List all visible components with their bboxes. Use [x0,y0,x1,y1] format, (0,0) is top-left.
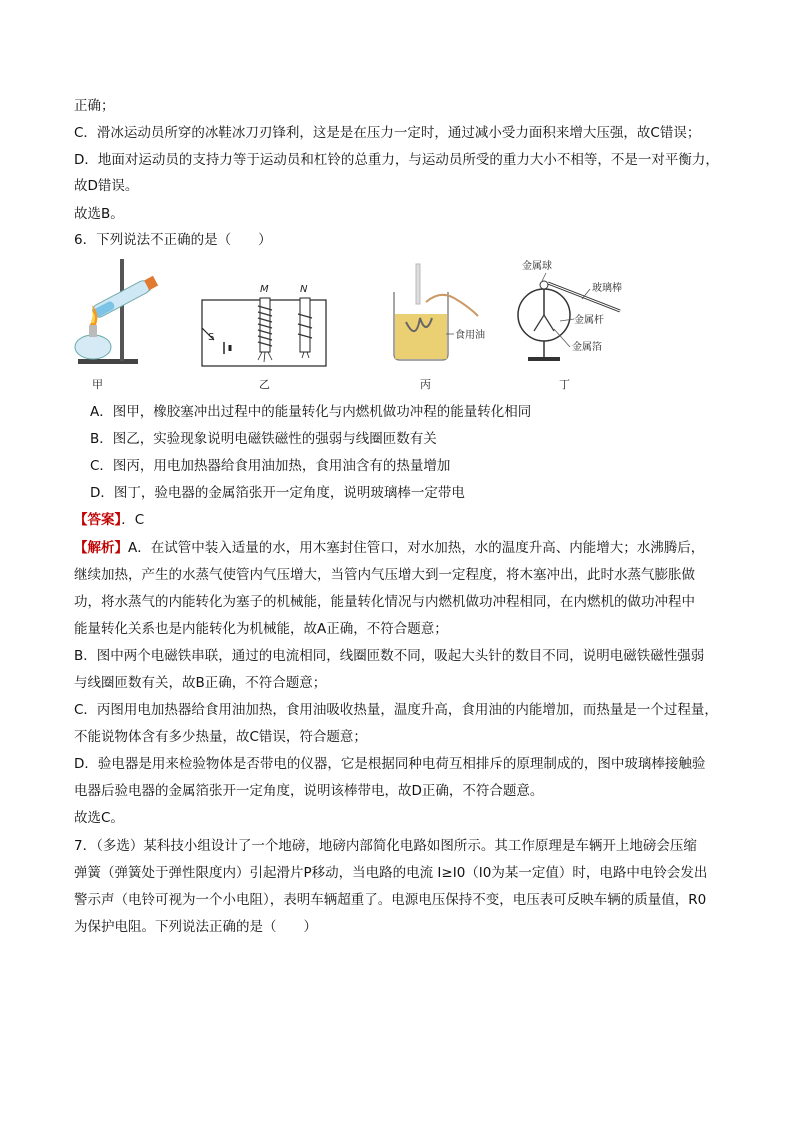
label-bar: 金属杆 [574,315,604,326]
analysis-line: 【解析】A．在试管中装入适量的水，用木塞封住管口，对水加热，水的温度升高、内能增大；水沸腾后， [74,540,705,556]
caption-yi: 乙 [259,378,270,391]
label-m: M [260,284,269,295]
text-line: 故D错误。 [74,178,139,194]
analysis-line: B．图中两个电磁铁串联，通过的电流相同，线圈匝数不同，吸起大头针的数目不同，说明电磁铁磁性强弱 [74,648,705,664]
label-foil: 金属箔 [572,342,602,353]
analysis-line: 电器后验电器的金属箔张开一定角度，说明该棒带电，故D正确，不符合题意。 [74,783,544,799]
analysis-line: 与线圈匝数有关，故B正确，不符合题意； [74,675,327,691]
analysis-line: 能量转化关系也是内能转化为机械能，故A正确，不符合题意； [74,621,448,637]
option-d: D．图丁，验电器的金属箔张开一定角度，说明玻璃棒一定带电 [90,485,465,501]
q7-line: 为保护电阻。下列说法正确的是（ ） [74,919,317,935]
text-line: 正确； [74,98,115,114]
text-line: 故选B。 [74,206,124,222]
label-n: N [300,284,308,295]
option-b: B．图乙，实验现象说明电磁铁磁性的强弱与线圈匝数有关 [90,431,437,447]
label-rod: 玻璃棒 [592,283,622,294]
figure-yi [200,280,330,372]
q7-line: 警示声（电铃可视为一个小电阻），表明车辆超重了。电源电压保持不变，电压表可反映车辆的质量值，R0 [74,892,707,908]
option-a: A．图甲，橡胶塞冲出过程中的能量转化与内燃机做功冲程的能量转化相同 [90,404,532,420]
analysis-line: 继续加热，产生的水蒸气使管内气压增大，当管内气压增大到一定程度，将木塞冲出，此时水蒸气膨胀做 [74,567,695,583]
question-6-stem: 6．下列说法不正确的是（ ） [74,232,272,248]
caption-jia: 甲 [92,378,103,391]
analysis-line: 故选C。 [74,810,124,826]
text-line: D．地面对运动员的支持力等于运动员和杠铃的总重力，与运动员所受的重力大小不相等，不是一对平衡力， [74,152,719,168]
analysis-line: C．丙图用电加热器给食用油加热，食用油吸收热量，温度升高，食用油的内能增加，而热量是一个过程量， [74,702,718,718]
analysis-tag: 【解析】 [74,540,128,556]
q7-line: 7．（多选）某科技小组设计了一个地磅，地磅内部简化电路如图所示。其工作原理是车辆开上地磅会压缩 [74,838,697,854]
caption-ding: 丁 [559,378,570,391]
answer-tag: 【答案】 [74,512,122,528]
analysis-line: 功，将水蒸气的内能转化为塞子的机械能，能量转化情况与内燃机做功冲程相同，在内燃机的做功冲程中 [74,594,695,610]
answer-line [74,510,144,530]
option-c: C．图丙，用电加热器给食用油加热，食用油含有的热量增加 [90,458,451,474]
answer-value: ．C [121,512,145,528]
q7-line: 弹簧（弹簧处于弹性限度内）引起滑片P移动，当电路的电流 I≥I0（I0为某一定值）时，电路中电铃会发出 [74,865,708,881]
text-line: C．滑冰运动员所穿的冰鞋冰刀刃锋利，这是是在压力一定时，通过减小受力面积来增大压强，故C错误； [74,125,701,141]
figure-bing [386,262,496,370]
analysis-line: 不能说物体含有多少热量，故C错误，符合题意； [74,729,367,745]
figure-ding [512,257,657,370]
caption-bing: 丙 [420,378,431,391]
label-oil: 食用油 [455,330,485,341]
analysis-line: D．验电器是用来检验物体是否带电的仪器，它是根据同种电荷互相排斥的原理制成的，图中玻璃棒接触验 [74,756,706,772]
label-ball: 金属球 [522,261,552,272]
label-s: S [208,332,215,343]
figure-jia [68,255,168,370]
